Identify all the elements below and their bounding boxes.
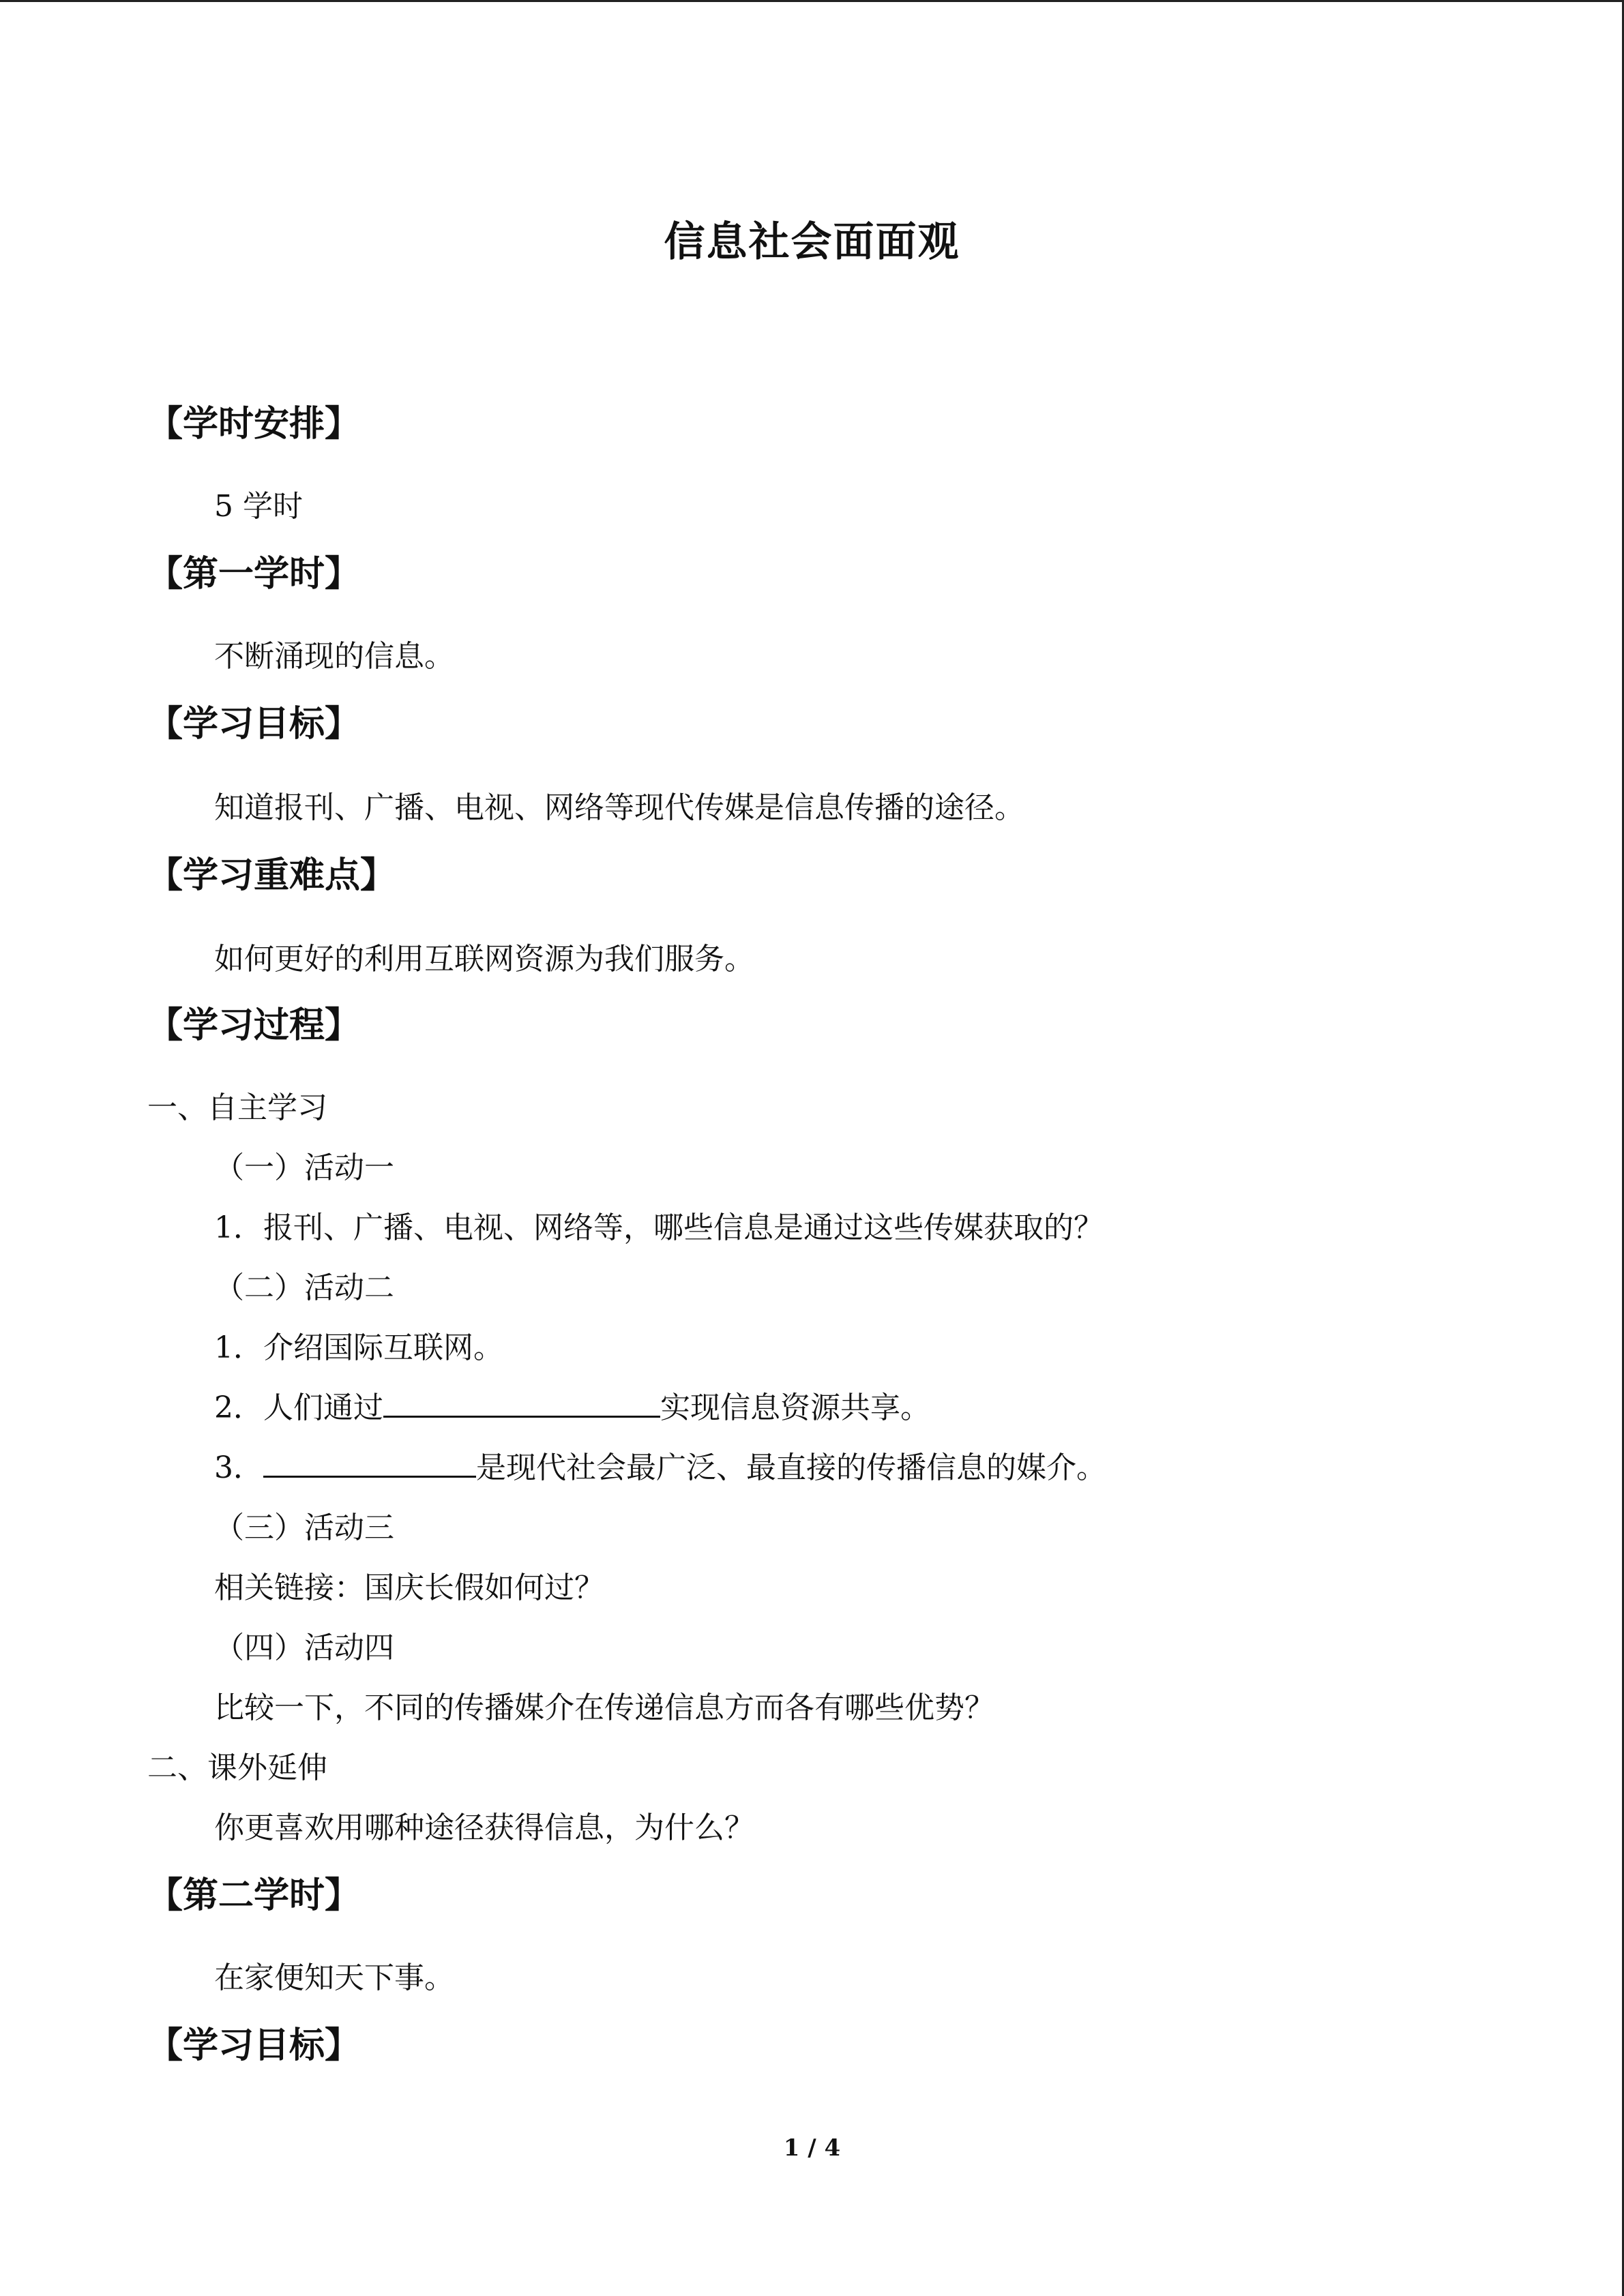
activity4-title: （四）活动四: [214, 1630, 394, 1665]
activity2-question-3: [214, 1444, 1106, 1492]
activity2-question-3-after: 是现代社会最广泛、最直接的传播信息的媒介。: [476, 1450, 1106, 1485]
goals2-heading: 【学习目标】: [147, 2025, 361, 2066]
activity4-text: 比较一下，不同的传播媒介在传递信息方而各有哪些优势？: [214, 1690, 994, 1725]
key-points-text: 如何更好的利用互联网资源为我们服务。: [214, 942, 754, 976]
goals1-heading: 【学习目标】: [147, 704, 361, 745]
fill-in-blank[interactable]: [383, 1388, 660, 1418]
activity1-title: （一）活动一: [214, 1150, 394, 1185]
page-number: 1 / 4: [783, 2134, 841, 2162]
activity2-question-2-before: 2．人们通过: [214, 1390, 383, 1425]
lesson2-text: 在家便知天下事。: [214, 1960, 454, 1995]
lesson1-text: 不断涌现的信息。: [214, 639, 454, 674]
part2-title: 二、课外延伸: [147, 1750, 327, 1785]
activity1-question-1: 1．报刊、广播、电视、网络等，哪些信息是通过这些传媒获取的？: [214, 1210, 1104, 1245]
key-points-heading: 【学习重难点】: [147, 855, 396, 896]
goals1-text: 知道报刊、广播、电视、网络等现代传媒是信息传播的途径。: [214, 790, 1024, 825]
schedule-heading: 【学时安排】: [147, 404, 361, 445]
activity2-question-1: 1．介绍国际互联网。: [214, 1330, 503, 1365]
fill-in-blank[interactable]: [263, 1448, 476, 1478]
activity2-title: （二）活动二: [214, 1270, 394, 1305]
lesson1-heading: 【第一学时】: [147, 554, 361, 595]
part1-title: 一、自主学习: [147, 1090, 327, 1125]
part2-text: 你更喜欢用哪种途径获得信息，为什么？: [214, 1810, 754, 1845]
page-border-top: [0, 0, 1624, 2]
activity3-text: 相关链接：国庆长假如何过？: [214, 1570, 604, 1605]
document-title: 信息社会面面观: [664, 218, 960, 266]
activity2-question-3-before: 3．: [214, 1450, 263, 1485]
lesson2-heading: 【第二学时】: [147, 1875, 361, 1916]
activity2-question-2: [214, 1384, 930, 1432]
process-heading: 【学习过程】: [147, 1005, 361, 1046]
schedule-text: 5 学时: [214, 489, 303, 524]
activity3-title: （三）活动三: [214, 1510, 394, 1545]
activity2-question-2-after: 实现信息资源共享。: [660, 1390, 930, 1425]
